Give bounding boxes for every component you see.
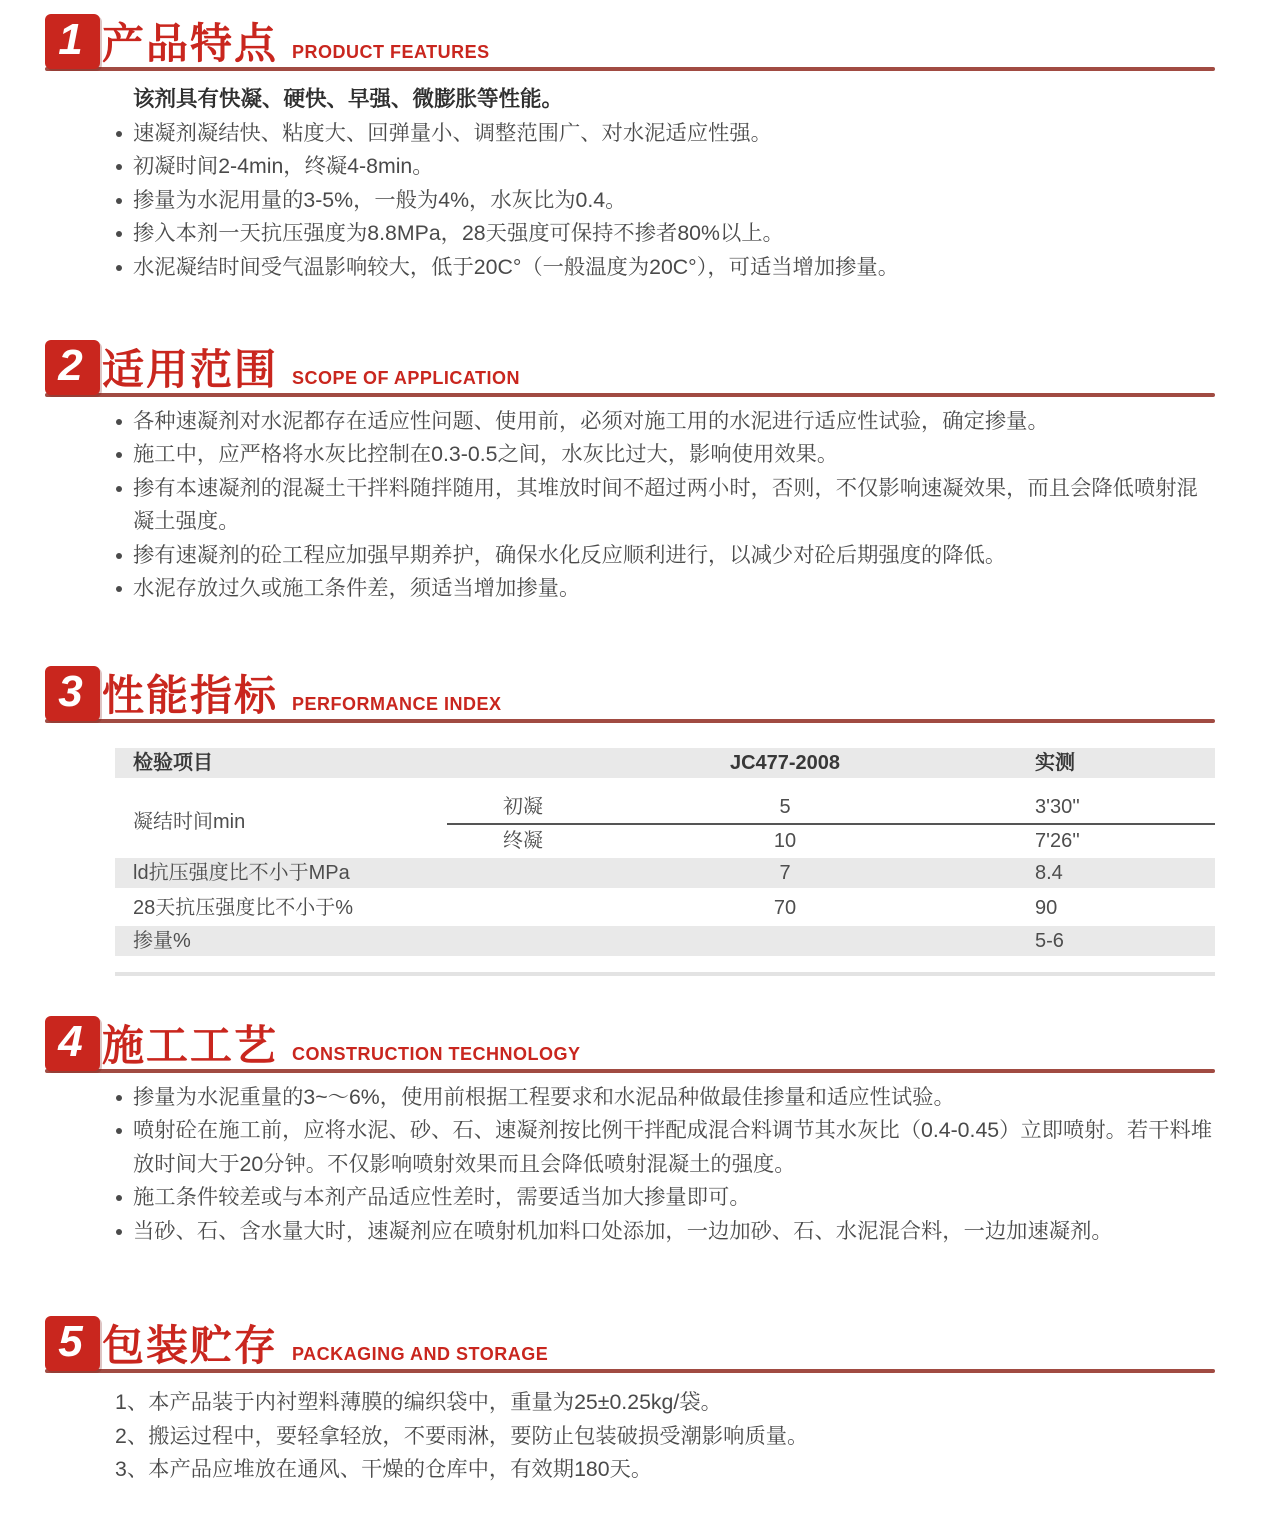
row-item-label: 28天抗压强度比不小于%: [133, 897, 354, 919]
table-row-1d-strength: [115, 858, 1215, 888]
section-titles: [102, 1321, 549, 1369]
col-header-standard: JC477-2008: [729, 752, 841, 774]
bullet-item: 掺有速凝剂的砼工程应加强早期养护，确保水化反应顺利进行，以减少对砼后期强度的降低。: [113, 539, 1215, 572]
table-row-dosage: [115, 926, 1215, 956]
row-standard-value: 7: [779, 862, 791, 884]
table-bottom-border: [115, 972, 1215, 976]
row-measured-value: 3'30'': [1035, 796, 1080, 818]
section-1-bullet-list: [113, 117, 1215, 284]
section-title-zh: 包装贮存: [102, 1321, 279, 1369]
bullet-item: 施工条件较差或与本剂产品适应性差时，需要适当加大掺量即可。: [113, 1181, 1215, 1214]
row-sub-label: 终凝: [503, 830, 543, 852]
section-number: 3: [58, 666, 83, 716]
section-header-2: [45, 340, 1215, 398]
section-underline: [45, 67, 1215, 71]
row-standard-value: 10: [773, 830, 797, 852]
section-number-badge: [45, 666, 100, 721]
table-row-initial-set: [115, 792, 1215, 822]
row-standard-value: 5: [779, 796, 791, 818]
section-header-3: [45, 666, 1215, 724]
row-standard-value: 70: [773, 897, 797, 919]
table-header-row: [115, 748, 1215, 778]
section-title-zh: 性能指标: [102, 671, 279, 719]
section-title-en: PACKAGING AND STORAGE: [292, 1344, 549, 1364]
section-number-badge: [45, 1016, 100, 1071]
row-item-label: ld抗压强度比不小于MPa: [133, 862, 350, 884]
section-2-bullet-list: [113, 405, 1215, 605]
table-row-28d-strength: [115, 893, 1215, 923]
numbered-item: 2、搬运过程中，要轻拿轻放，不要雨淋，要防止包装破损受潮影响质量。: [115, 1423, 809, 1448]
section-1-intro: 该剂具有快凝、硬快、早强、微膨胀等性能。: [133, 87, 564, 111]
section-number: 4: [58, 1016, 83, 1066]
numbered-item: 3、本产品应堆放在通风、干燥的仓库中，有效期180天。: [115, 1457, 653, 1481]
table-row-final-set: [115, 826, 1215, 856]
bullet-item: 喷射砼在施工前，应将水泥、砂、石、速凝剂按比例干拌配成混合料调节其水灰比（0.4-0.45）立即喷射。若干料堆放时间大于20分钟。不仅影响喷射效果而且会降低喷射混凝土的强度。: [113, 1114, 1215, 1181]
row-measured-value: 7'26'': [1035, 830, 1080, 852]
bullet-item: 施工中，应严格将水灰比控制在0.3-0.5之间，水灰比过大，影响使用效果。: [113, 438, 1215, 471]
performance-table: [115, 748, 1215, 980]
section-titles: [102, 1021, 581, 1069]
section-titles: [102, 345, 521, 393]
section-title-en: PERFORMANCE INDEX: [292, 694, 502, 714]
row-measured-value: 8.4: [1035, 862, 1063, 884]
section-underline: [45, 719, 1215, 723]
section-title-en: SCOPE OF APPLICATION: [292, 368, 521, 388]
row-item-label: 掺量%: [133, 930, 191, 952]
section-underline: [45, 393, 1215, 397]
section-titles: [102, 671, 502, 719]
bullet-item: 掺量为水泥重量的3~～6%，使用前根据工程要求和水泥品种做最佳掺量和适应性试验。: [113, 1081, 1215, 1114]
bullet-item: 各种速凝剂对水泥都存在适应性问题、使用前，必须对施工用的水泥进行适应性试验，确定掺量。: [113, 405, 1215, 438]
section-underline: [45, 1369, 1215, 1373]
bullet-item: 掺有本速凝剂的混凝土干拌料随拌随用，其堆放时间不超过两小时，否则，不仅影响速凝效果，而且会降低喷射混凝土强度。: [113, 472, 1208, 539]
row-measured-value: 5-6: [1035, 930, 1064, 952]
bullet-item: 水泥凝结时间受气温影响较大，低于20C°（一般温度为20C°），可适当增加掺量。: [113, 251, 1215, 284]
col-header-item: 检验项目: [133, 752, 213, 774]
section-title-en: PRODUCT FEATURES: [292, 42, 490, 62]
section-header-4: [45, 1016, 1215, 1074]
section-underline: [45, 1069, 1215, 1073]
table-divider: [447, 823, 1215, 825]
section-number: 1: [58, 14, 83, 64]
bullet-item: 水泥存放过久或施工条件差，须适当增加掺量。: [113, 572, 1215, 605]
section-title-zh: 适用范围: [102, 345, 279, 393]
bullet-item: 当砂、石、含水量大时，速凝剂应在喷射机加料口处添加，一边加砂、石、水泥混合料，一边加速凝剂。: [113, 1215, 1215, 1248]
section-number-badge: [45, 14, 100, 69]
col-header-measured: 实测: [1035, 752, 1075, 774]
bullet-item: 掺入本剂一天抗压强度为8.8MPa，28天强度可保持不掺者80%以上。: [113, 217, 1215, 250]
numbered-item: 1、本产品装于内衬塑料薄膜的编织袋中，重量为25±0.25kg/袋。: [115, 1390, 722, 1414]
setting-time-label: 凝结时间min: [133, 811, 246, 833]
bullet-item: 初凝时间2-4min，终凝4-8min。: [113, 150, 1215, 183]
section-number: 2: [58, 340, 83, 390]
section-title-en: CONSTRUCTION TECHNOLOGY: [292, 1044, 581, 1064]
section-header-1: [45, 14, 1215, 72]
section-titles: [102, 19, 490, 67]
bullet-item: 速凝剂凝结快、粘度大、回弹量小、调整范围广、对水泥适应性强。: [113, 117, 1215, 150]
section-number: 5: [58, 1316, 83, 1366]
bullet-item: 掺量为水泥用量的3-5%，一般为4%，水灰比为0.4。: [113, 184, 1215, 217]
row-measured-value: 90: [1035, 897, 1058, 919]
section-number-badge: [45, 340, 100, 395]
section-header-5: [45, 1316, 1215, 1374]
section-title-zh: 施工工艺: [102, 1021, 279, 1069]
section-4-bullet-list: [113, 1081, 1215, 1248]
section-5-numbered-list: [115, 1386, 808, 1487]
row-sub-label: 初凝: [503, 796, 543, 818]
section-title-zh: 产品特点: [102, 19, 279, 67]
section-number-badge: [45, 1316, 100, 1371]
